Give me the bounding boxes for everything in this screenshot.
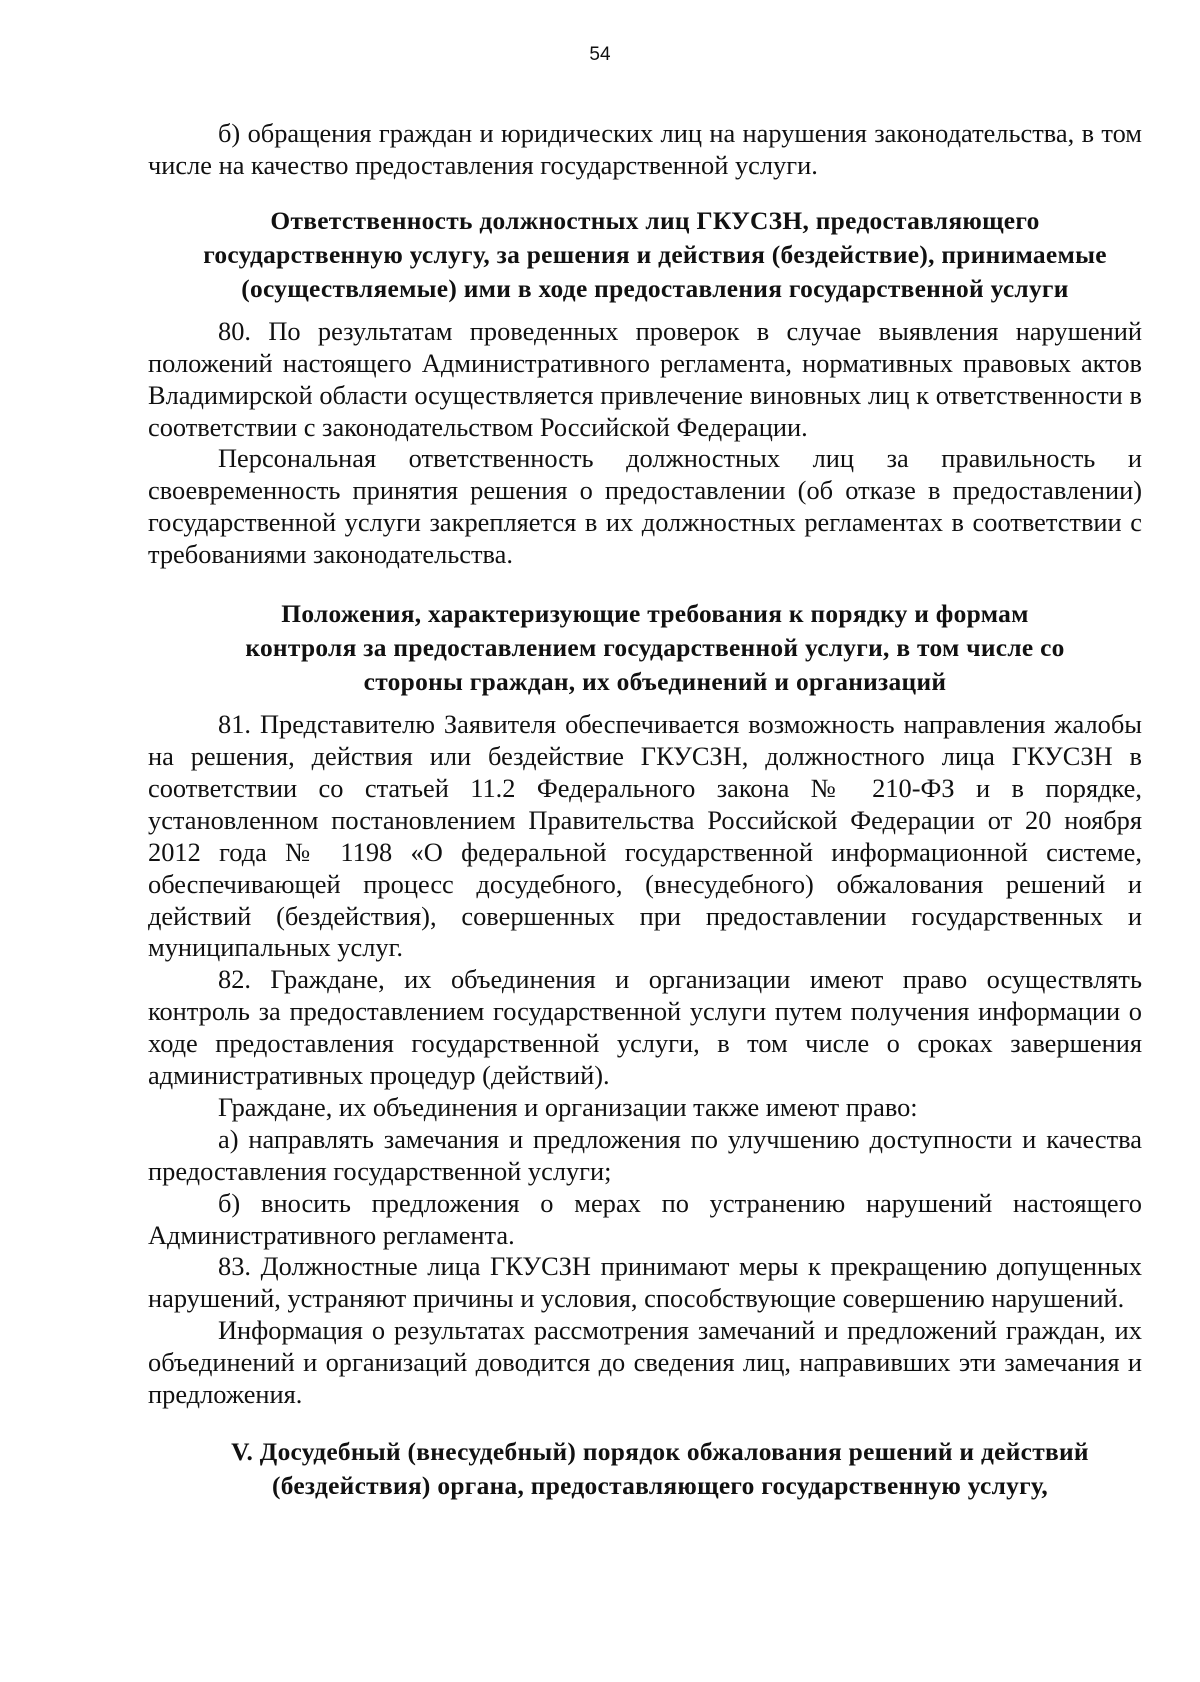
paragraph-83: 83. Должностные лица ГКУСЗН принимают меры к прекращению допущенных нарушений, устраняют причины и условия, способствующие совершению нарушений. xyxy=(148,1251,1142,1314)
paragraph-82: 82. Граждане, их объединения и организации имеют право осуществлять контроль за предоставлением государственной услуги путем получения информации о ходе предоставления государственной услуги, в том числе о сроках завершения административных процедур (действий). xyxy=(148,964,1142,1091)
paragraph-82-b: б) вносить предложения о мерах по устранению нарушений настоящего Административного регламента. xyxy=(148,1187,1142,1250)
heading-responsibility xyxy=(148,204,1142,306)
heading-line: (осуществляемые) ими в ходе предоставления государственной услуги xyxy=(241,274,1069,303)
heading-line: контроля за предоставлением государственной услуги, в том числе со xyxy=(245,634,1065,663)
page-number: 54 xyxy=(589,44,611,65)
heading-control xyxy=(148,597,1142,699)
heading-line: V. Досудебный (внесудебный) порядок обжалования решений и действий xyxy=(231,1438,1089,1466)
heading-line: (бездействия) органа, предоставляющего государственную услугу, xyxy=(271,1472,1049,1500)
paragraph-82-a: а) направлять замечания и предложения по улучшению доступности и качества предоставления государственной услуги; xyxy=(148,1123,1142,1186)
paragraph-intro-b: б) обращения граждан и юридических лиц на нарушения законодательства, в том числе на качество предоставления государственной услуги. xyxy=(148,118,1142,180)
heading-line: стороны граждан, их объединений и организаций xyxy=(363,668,947,697)
paragraph-80-personal: Персональная ответственность должностных лиц за правильность и своевременность принятия решения о предоставлении (об отказе в предоставлении) государственной услуги закрепляется в их должностных регламентах в соответствии с требованиями законодательства. xyxy=(148,443,1142,570)
paragraph-82-rights: Граждане, их объединения и организации также имеют право: xyxy=(218,1091,918,1122)
page-content xyxy=(148,118,1142,1503)
paragraph-81: 81. Представителю Заявителя обеспечивается возможность направления жалобы на решения, действия или бездействие ГКУСЗН, должностного лица ГКУСЗН в соответствии со статьей 11.2 Федерального закона № 210-ФЗ и в порядке, установленном постановлением Правительства Российской Федерации от 20 ноября 2012 года № 1198 «О федеральной государственной информационной системе, обеспечивающей процесс досудебного, (внесудебного) обжалования решений и действий (бездействия), совершенных при предоставлении государственных и муниципальных услуг. xyxy=(148,709,1142,963)
heading-section-v xyxy=(148,1435,1142,1503)
heading-line: Положения, характеризующие требования к порядку и формам xyxy=(281,600,1029,629)
paragraph-83-info: Информация о результатах рассмотрения замечаний и предложений граждан, их объединений и организаций доводится до сведения лиц, направивших эти замечания и предложения. xyxy=(148,1315,1142,1410)
paragraph-80: 80. По результатам проведенных проверок в случае выявления нарушений положений настоящего Административного регламента, нормативных правовых актов Владимирской области осуществляется привлечение виновных лиц к ответственности в соответствии с законодательством Российской Федерации. xyxy=(148,315,1142,442)
heading-line: государственную услугу, за решения и действия (бездействие), принимаемые xyxy=(203,240,1107,269)
heading-line: Ответственность должностных лиц ГКУСЗН, предоставляющего xyxy=(270,206,1040,235)
